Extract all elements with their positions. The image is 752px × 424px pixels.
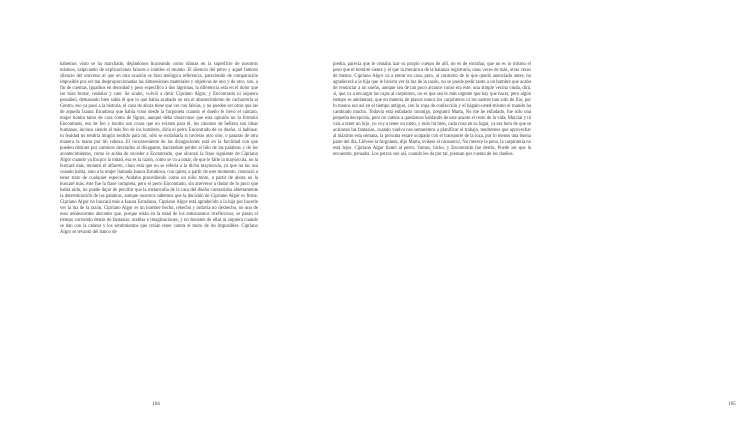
left-page — [0, 0, 300, 424]
right-page-number: 105 — [728, 401, 736, 407]
right-page — [300, 0, 736, 424]
right-page-text: piedra, parecía que le costaba izar su propio cuerpo de allí, no es de extrañar, que no es lo mismo el peso que el hombre siente y el que la mecánica de la balanza registraría, unas veces de más, otras veces de menos. Cipriano Algor va a entrar en casa, pero, al contrario de lo que quedó anunciado antes, no agradecerá a la hija que le hiciera ver la luz de la razón, no se puede pedir tanto a un hombre que acaba de renunciar a un sueño, aunque sea de tan poco alcance como era éste, una simple vecina viuda, dirá, sí, que va a encargar las cajas al carpintero, no es que sea lo más urgente que hay que hacer, pero algún tiempo se adelantará, que en materia de plazos nunca los carpinteros ni los sastres han sido de fiar, por lo menos era así en el tiempo antiguo, con la ropa de confección y el hágalo-usted-mismo el mundo ha cambiado mucho. Todavía está enfadado conmigo, preguntó Marta, No me he enfadado, fue sólo una pequeña decepción, pero no vamos a quedarnos hablando de este asunto el resto de la vida, Marcial y tú vais a tener un hijo, yo voy a tener un nieto, y todo irá bien, cada cosa en su lugar, ya era hora de que se acabaran las fantasías, cuando vuelva nos sentaremos a planificar el trabajo, tendremos que aprovechar al máximo esta semana, la próxima estaré ocupado con el transporte de la loza, por lo menos una buena parte del día, Llévese la furgoneta, dijo Marta, evítese el cansancio, No merece la pena, la carpintería no está lejos. Cipriano Algor llamó al perro, Vamos, bicho, y Encontrado fue detrás, Puede ser que la encuentre, pensaba. Los perros son así, cuando les da por tal, piensan por cuenta de los dueños. — [333, 62, 532, 158]
left-page-number: 104 — [152, 401, 160, 407]
left-page-text: habemos visto se ha marchado, dejándonos braceando como idiotas en la superficie de nosotros mismos, salpicando de explicaciones falaces e inútiles el mundo. El silencio del perro y aquel famoso silencio del universo al que en otra ocasión se hizo teológica referencia, pareciendo de comparación imposible por ser tan desproporcionadas las dimensiones materiales y objetivas de uno y de otro, son, a fin de cuentas, igualitos en densidad y peso específico a dos lágrimas, la diferencia está en el dolor que las hizo brotar, resbalar y caer. Se acabó, volvió a decir Cipriano Algor, y Encontrado ni siquiera pestañeó, demasiado bien sabía él que lo que había acabado no era el abastecimiento de cacharrería al Centro, eso ya pasó a la historia, el caso de ahora tiene que ver con falsías, y no pueden ser otras que las de aquella Isaura Estudiosa que había visto desde la furgoneta cuando el dueño le llevó el cántaro, mujer bonita tanto de cara como de figura, aunque deba observarse que esta opinión no la formuló Encontrado, eso de feo y bonito son cosas que no existen para él, los cánones de belleza son ideas humanas, incluso siendo él más feo de los hombres, diría el perro Encontrado de su dueño, si hablase, tu fealdad no tendría ningún sentido para mí, sólo se extrañaría si tuvieras otro olor, o pasaras de otra manera la mano por mi cabeza. El inconveniente de las divagaciones está en la facilidad con que pueden distraer por caminos desviados al divagante, haciéndole perder el hilo de las palabras y de los acontecimientos, como le acaba de suceder a Encontrado, que alcanzó la frase siguiente de Cipriano Algor cuando ya iba por la mitad, ésa es la razón, como se va a notar, de que le falte la mayúscula, no la buscará más, renuntó el alfarero, claro está que no se refería a la dicha mayúscula, ya que no las usa cuando habla, sino a la mujer llamada Isaura Estudiosa, con quien, a partir de este momento, renunció a tener trato de cualquier especie, Andaba procediendo como un niño tonto, a partir de ahora no la buscaré más, éste fue la frase completa, pero el perro Encontrado, sin atreverse a dudar de lo poco que había oído, no puede dejar de percibir que la melancolía de la cara del dueño contrariaba abiertamente la determinación de las palabras, aunque nosotros sabemos que la decisión de Cipriano Algor es firme, Cipriano Algor no buscará más a Isaura Estudiosa, Cipriano Algor está agradecido a la hija por hacerle ver la luz de la razón, Cipriano Algor es un hombre hecho, rehecho y todavía no deshecho, no uno de esos adolescentes alocados que, porque están en la edad de los entusiasmos irreflexivos, se pasan el tiempo corriendo detrás de fantasías, nieblas e imaginaciones, y no desisten de ellas ni siquiera cuando se dan con la cabeza y los sentimientos que creían tener contra el muro de los imposibles. Cipriano Algor se levantó del banco de — [60, 62, 258, 236]
